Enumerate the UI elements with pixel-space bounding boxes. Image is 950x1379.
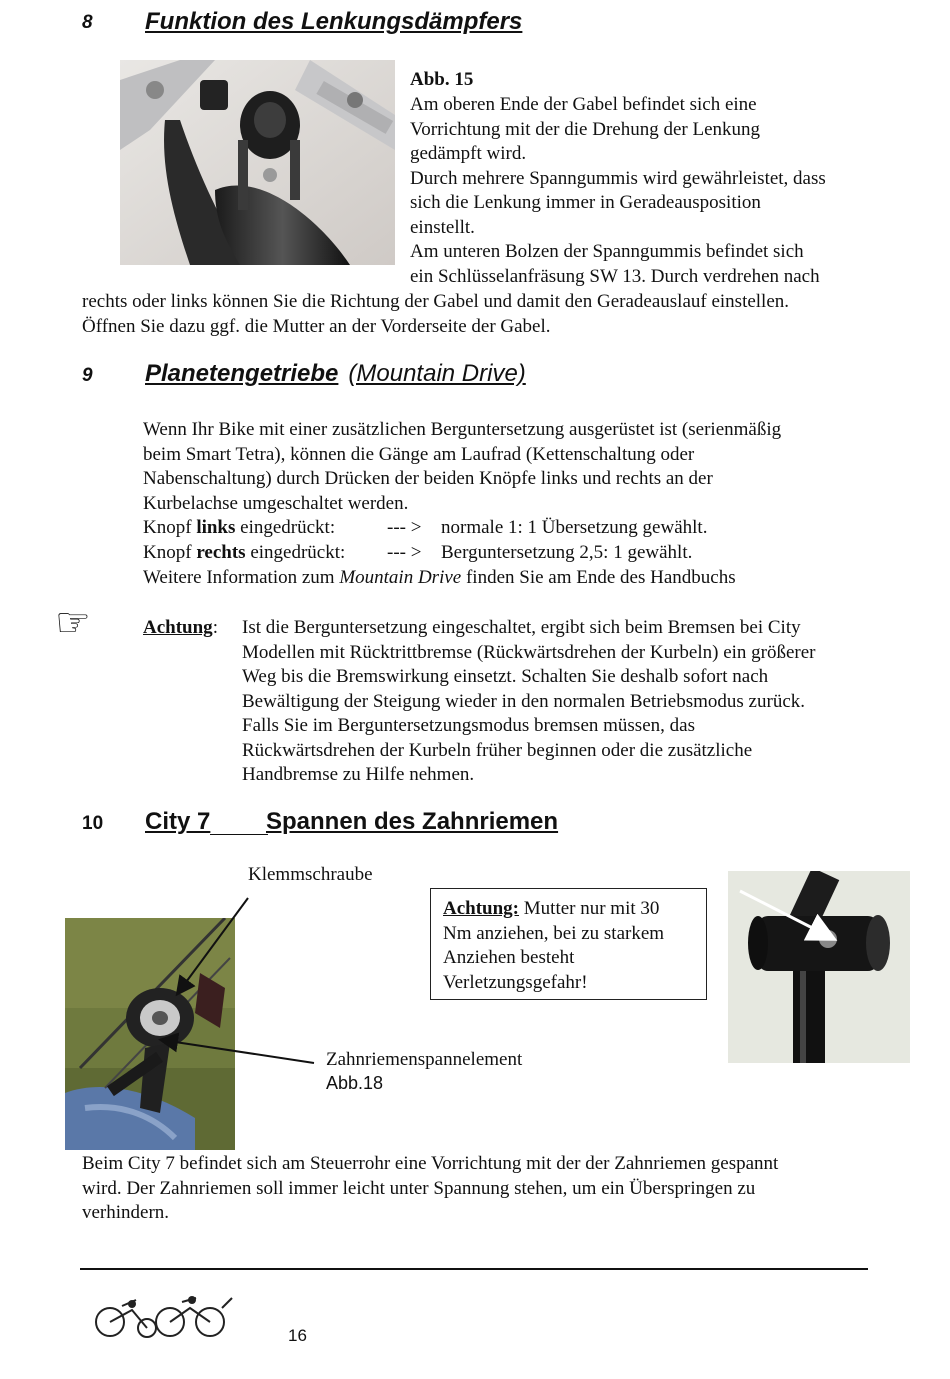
knopf-rechts-result: Berguntersetzung 2,5: 1 gewählt. (441, 542, 693, 563)
text-line: Falls Sie im Berguntersetzungsmodus bremsen müssen, das (242, 715, 695, 736)
footer-rule (80, 1268, 868, 1270)
knopf-links-result: normale 1: 1 Übersetzung gewählt. (441, 517, 708, 538)
text-line: Am oberen Ende der Gabel befindet sich eine (410, 94, 757, 115)
text-line: Modellen mit Rücktrittbremse (Rückwärtsdrehen der Kurbeln) ein größerer (242, 641, 816, 663)
section-10-title: Spannen des Zahnriemen (266, 808, 559, 835)
text-line: Wenn Ihr Bike mit einer zusätzlichen Berguntersetzung ausgerüstet ist (serienmäßig (143, 419, 782, 440)
knopf-links-label: Knopf links eingedrückt: (143, 517, 336, 538)
section-8-number: 8 (82, 12, 93, 33)
text-line: ein Schlüsselanfräsung SW 13. Durch verdrehen nach (410, 265, 820, 287)
knopf-rechts-arrow: --- > (387, 542, 422, 563)
section-8-title: Funktion des Lenkungsdämpfers (145, 8, 523, 35)
section-10-model: City 7 (145, 808, 211, 835)
arrow-to-tensioner (162, 1040, 314, 1063)
pointing-hand-icon: ☞ (55, 600, 91, 646)
section-9-subtitle: (Mountain Drive) (348, 360, 526, 387)
text-line: Kurbelachse umgeschaltet werden. (143, 492, 409, 514)
torque-warning-box (430, 888, 707, 1000)
text-line: Vorrichtung mit der die Drehung der Lenkung (410, 118, 761, 140)
text-line: sich die Lenkung immer in Geradeausposition (410, 192, 761, 213)
text-line: Öffnen Sie dazu ggf. die Mutter an der Vorderseite der Gabel. (82, 315, 551, 337)
text-line: Mutter nur mit 30 (519, 898, 660, 919)
steering-tube-photo (728, 871, 910, 1063)
text-line: verhindern. (82, 1202, 170, 1223)
section-10-paragraph (82, 1152, 922, 1226)
section-9-title: Planetengetriebe (145, 360, 339, 387)
knopf-rechts-label: Knopf rechts eingedrückt: (143, 542, 346, 563)
section-10-figure-label: Abb.18 (326, 1073, 384, 1093)
text-line: beim Smart Tetra), können die Gänge am Laufrad (Kettenschaltung oder (143, 443, 695, 465)
knopf-links-arrow: --- > (387, 517, 422, 538)
text-line: Verletzungsgefahr! (443, 971, 588, 993)
text-line: Rückwärtsdrehen der Kurbeln früher beginnen oder die zusätzliche (242, 739, 753, 761)
text-line: Bewältigung der Steigung wieder in den normalen Betriebsmodus zurück. (242, 690, 806, 712)
text-line: wird. Der Zahnriemen soll immer leicht unter Spannung stehen, um ein Überspringen zu (82, 1177, 756, 1199)
text-line: Nabenschaltung) durch Drücken der beiden Knöpfe links und rechts an der (143, 468, 713, 489)
callout-zahnriemenspannelement: Zahnriemenspannelement (326, 1049, 523, 1070)
warning-label: Achtung: (143, 617, 218, 638)
text-line: Anziehen besteht (443, 947, 575, 968)
text-line: Weg bis die Bremswirkung einsetzt. Schalten Sie deshalb sofort nach (242, 666, 769, 687)
section-9-number: 9 (82, 365, 93, 386)
callout-klemmschraube: Klemmschraube (248, 864, 373, 885)
handbike-logo (92, 1288, 237, 1340)
mountain-drive-info: Weitere Information zum Mountain Drive finden Sie am Ende des Handbuchs (143, 567, 736, 588)
box-warning-label: Achtung: (443, 898, 520, 919)
text-line: einstellt. (410, 216, 475, 238)
text-line: Nm anziehen, bei zu starkem (443, 922, 665, 944)
section-10-number: 10 (82, 813, 104, 834)
section-8-figure-label: Abb. 15 (410, 69, 474, 90)
text-line: gedämpft wird. (410, 143, 527, 164)
text-line: Ist die Berguntersetzung eingeschaltet, ergibt sich beim Bremsen bei City (242, 617, 801, 638)
arrow-to-clamp-screw (178, 898, 248, 993)
text-line: Am unteren Bolzen der Spanngummis befindet sich (410, 241, 804, 262)
text-line: rechts oder links können Sie die Richtung der Gabel und damit den Geradeauslauf einstellen. (82, 291, 790, 312)
text-line: Beim City 7 befindet sich am Steuerrohr eine Vorrichtung mit der der Zahnriemen gespannt (82, 1153, 779, 1174)
text-line: Durch mehrere Spanngummis wird gewährleistet, dass (410, 167, 826, 189)
page-number: 16 (288, 1326, 307, 1345)
text-line: Handbremse zu Hilfe nehmen. (242, 764, 475, 785)
